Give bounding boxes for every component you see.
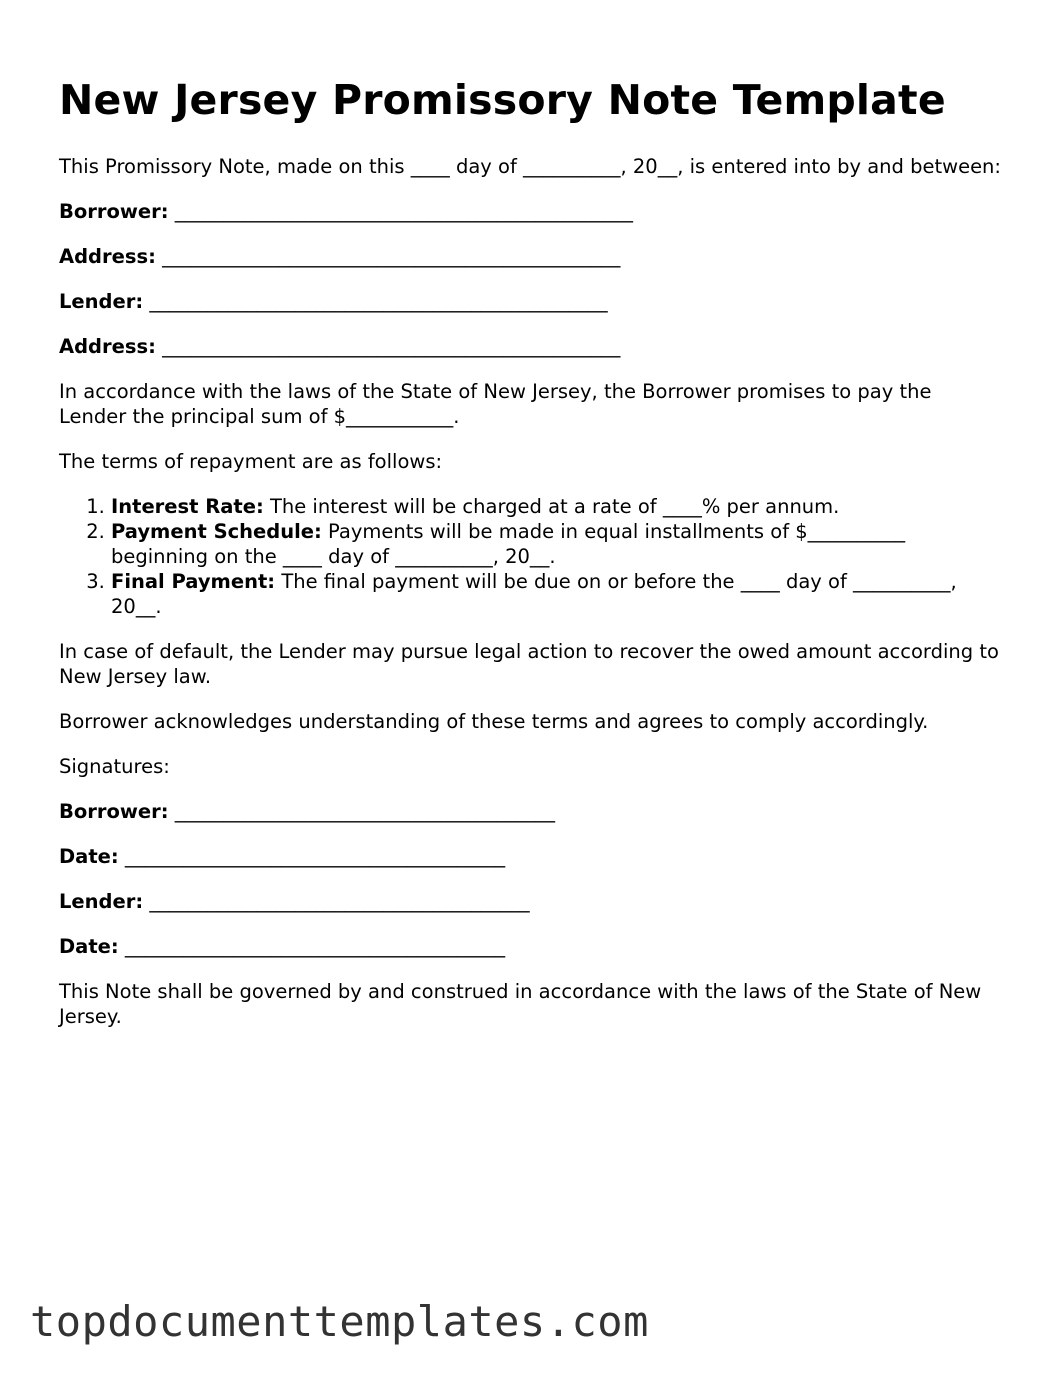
- borrower-date-line: _______________________________________: [124, 845, 506, 868]
- borrower-address-field: [59, 244, 1004, 269]
- lender-signature-label: Lender:: [59, 890, 144, 913]
- borrower-signature-label: Borrower:: [59, 800, 169, 823]
- governing-law-paragraph: This Note shall be governed by and construed in accordance with the laws of the State of New Jersey.: [59, 980, 982, 1028]
- site-watermark: topdocumenttemplates.com: [30, 1297, 649, 1346]
- lender-field: [59, 289, 1004, 314]
- principal-paragraph: In accordance with the laws of the State of New Jersey, the Borrower promises to pay the Lender the principal sum of $___________.: [59, 380, 932, 428]
- lender-date-line: _______________________________________: [124, 935, 506, 958]
- lender-address-field: [59, 334, 1004, 359]
- term-label: Interest Rate:: [111, 495, 264, 518]
- default-clause: In case of default, the Lender may pursue legal action to recover the owed amount according to New Jersey law.: [59, 640, 999, 688]
- signatures-heading: Signatures:: [59, 755, 170, 778]
- lender-address-label: Address:: [59, 335, 156, 358]
- borrower-line: _______________________________________________: [174, 200, 633, 223]
- borrower-address-label: Address:: [59, 245, 156, 268]
- lender-date-field: [59, 934, 1004, 959]
- term-text: The final payment will be due on or before the ____ day of __________, 20__.: [111, 570, 957, 618]
- lender-signature-field: [59, 889, 1004, 914]
- lender-address-line: _______________________________________________: [162, 335, 621, 358]
- document-title: New Jersey Promissory Note Template: [59, 76, 946, 124]
- acknowledgement-paragraph: Borrower acknowledges understanding of these terms and agrees to comply accordingly.: [59, 710, 929, 733]
- borrower-field: [59, 199, 1004, 224]
- term-label: Payment Schedule:: [111, 520, 322, 543]
- borrower-date-label: Date:: [59, 845, 119, 868]
- terms-intro: The terms of repayment are as follows:: [59, 450, 443, 473]
- lender-date-label: Date:: [59, 935, 119, 958]
- lender-signature-line: _______________________________________: [149, 890, 530, 913]
- borrower-date-field: [59, 844, 1004, 869]
- intro-paragraph: This Promissory Note, made on this ____ day of __________, 20__, is entered into by and between:: [59, 155, 1001, 178]
- borrower-address-line: _______________________________________________: [162, 245, 621, 268]
- borrower-label: Borrower:: [59, 200, 169, 223]
- term-label: Final Payment:: [111, 570, 276, 593]
- borrower-signature-field: [59, 799, 1004, 824]
- term-text: The interest will be charged at a rate of ____% per annum.: [269, 495, 840, 518]
- term-payment-schedule: [111, 519, 1004, 569]
- term-final-payment: [111, 569, 1004, 619]
- document-page: [59, 70, 1004, 1049]
- terms-list: [59, 494, 1004, 619]
- lender-line: _______________________________________________: [149, 290, 608, 313]
- borrower-signature-line: _______________________________________: [174, 800, 555, 823]
- lender-label: Lender:: [59, 290, 144, 313]
- term-interest-rate: [111, 494, 1004, 519]
- term-text: Payments will be made in equal installments of $__________ beginning on the ____ day of __________, 20__.: [111, 520, 906, 568]
